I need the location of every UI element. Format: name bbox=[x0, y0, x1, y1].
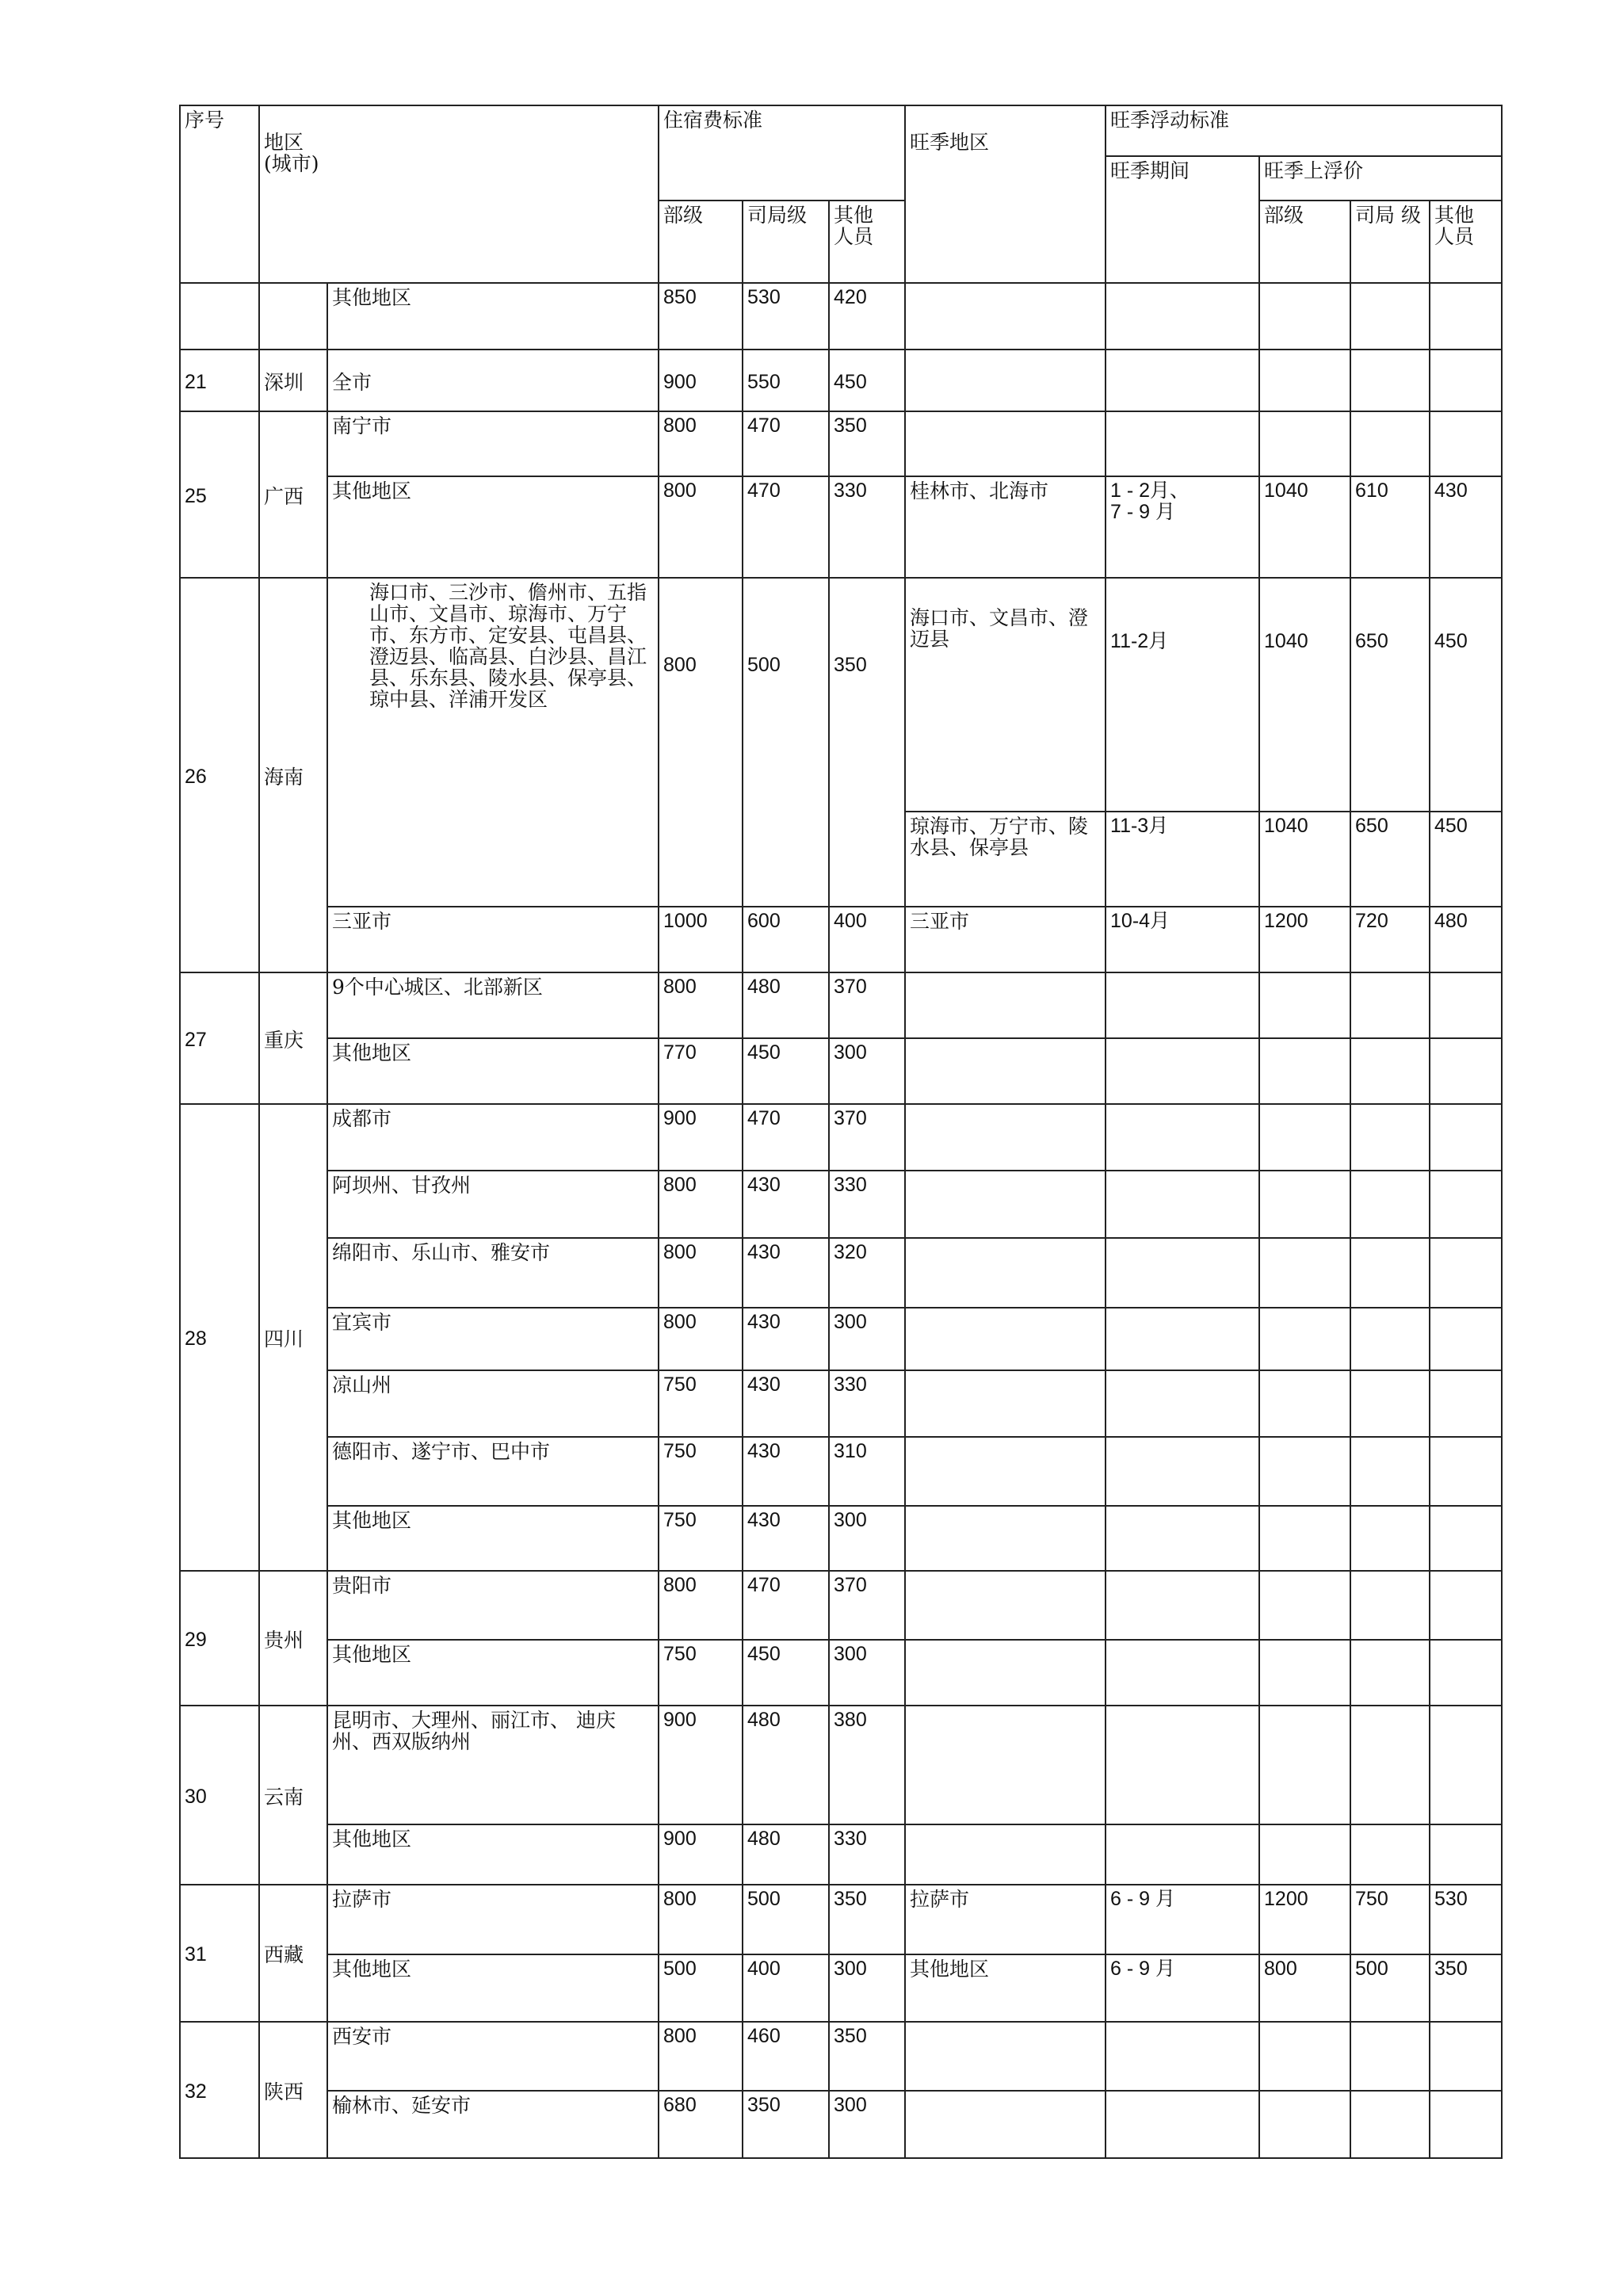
peak-other-cell: 450 bbox=[1430, 812, 1502, 907]
peak-period-line1: 1 - 2月、 bbox=[1110, 479, 1190, 502]
bureau-cell: 430 bbox=[743, 1238, 829, 1308]
area-cell: 绵阳市、乐山市、雅安市 bbox=[327, 1238, 659, 1308]
peak-other-cell bbox=[1430, 1571, 1502, 1640]
peak-region-cell: 三亚市 bbox=[905, 907, 1106, 972]
other-cell: 350 bbox=[829, 411, 905, 476]
peak-other-cell bbox=[1430, 350, 1502, 411]
peak-period-line2: 7 - 9 月 bbox=[1110, 501, 1176, 523]
peak-other-cell bbox=[1430, 1308, 1502, 1370]
peak-bureau-cell bbox=[1350, 1370, 1430, 1437]
bureau-cell: 500 bbox=[743, 1885, 829, 1954]
table-row bbox=[180, 411, 1502, 476]
peak-ministry-cell bbox=[1259, 350, 1350, 411]
province-cell bbox=[259, 283, 327, 350]
peak-region-cell: 其他地区 bbox=[905, 1954, 1106, 2022]
bureau-cell: 400 bbox=[743, 1954, 829, 2022]
table-row bbox=[180, 972, 1502, 1038]
bureau-cell: 600 bbox=[743, 907, 829, 972]
header-row bbox=[180, 105, 1502, 156]
area-cell: 成都市 bbox=[327, 1104, 659, 1171]
seq-cell: 31 bbox=[180, 1885, 259, 2022]
header-col-other-peak bbox=[1430, 201, 1502, 283]
peak-bureau-cell bbox=[1350, 972, 1430, 1038]
area-cell: 全市 bbox=[327, 350, 659, 411]
peak-period-cell bbox=[1106, 2022, 1259, 2091]
area-cell: 宜宾市 bbox=[327, 1308, 659, 1370]
peak-region-cell: 琼海市、万宁市、陵水县、保亭县 bbox=[905, 812, 1106, 907]
peak-ministry-cell bbox=[1259, 1171, 1350, 1238]
header-region bbox=[259, 105, 659, 283]
ministry-cell: 900 bbox=[659, 1104, 743, 1171]
other-cell: 450 bbox=[829, 350, 905, 411]
header-col-other-peak-line1: 其他 bbox=[1434, 204, 1475, 227]
province-cell: 四川 bbox=[259, 1104, 327, 1571]
peak-period-cell bbox=[1106, 476, 1259, 578]
table-row bbox=[180, 1954, 1502, 2022]
table-row bbox=[180, 1308, 1502, 1370]
seq-cell: 25 bbox=[180, 411, 259, 578]
peak-other-cell bbox=[1430, 1437, 1502, 1506]
peak-other-cell bbox=[1430, 1238, 1502, 1308]
bureau-cell: 430 bbox=[743, 1370, 829, 1437]
area-cell: 凉山州 bbox=[327, 1370, 659, 1437]
seq-cell bbox=[180, 283, 259, 350]
header-col-other-peak-line2: 人员 bbox=[1434, 225, 1475, 248]
seq-cell: 29 bbox=[180, 1571, 259, 1706]
peak-bureau-cell bbox=[1350, 1437, 1430, 1506]
area-cell: 海口市、三沙市、儋州市、五指山市、文昌市、琼海市、万宁市、东方市、定安县、屯昌县、澄迈县、临高县、白沙县、昌江县、乐东县、陵水县、保亭县、琼中县、洋浦开发区 bbox=[327, 578, 659, 907]
peak-bureau-cell bbox=[1350, 1308, 1430, 1370]
peak-period-cell: 11-3月 bbox=[1106, 812, 1259, 907]
peak-period-cell bbox=[1106, 411, 1259, 476]
other-cell: 300 bbox=[829, 2091, 905, 2158]
table-row bbox=[180, 1038, 1502, 1104]
ministry-cell: 800 bbox=[659, 1571, 743, 1640]
peak-region-cell bbox=[905, 1104, 1106, 1171]
header-peak-period: 旺季期间 bbox=[1106, 156, 1259, 283]
peak-period-cell bbox=[1106, 1370, 1259, 1437]
peak-bureau-cell bbox=[1350, 1571, 1430, 1640]
area-cell: 榆林市、延安市 bbox=[327, 2091, 659, 2158]
header-col-bureau: 司局级 bbox=[743, 201, 829, 283]
seq-cell: 26 bbox=[180, 578, 259, 972]
header-col-other bbox=[829, 201, 905, 283]
peak-ministry-cell bbox=[1259, 1571, 1350, 1640]
peak-ministry-cell bbox=[1259, 1706, 1350, 1824]
peak-region-cell bbox=[905, 1038, 1106, 1104]
peak-bureau-cell bbox=[1350, 1238, 1430, 1308]
peak-region-cell bbox=[905, 1308, 1106, 1370]
other-cell: 330 bbox=[829, 1824, 905, 1885]
peak-ministry-cell bbox=[1259, 1238, 1350, 1308]
header-region-line1: 地区 bbox=[264, 131, 304, 154]
province-cell: 陕西 bbox=[259, 2022, 327, 2158]
header-col-ministry: 部级 bbox=[659, 201, 743, 283]
peak-other-cell bbox=[1430, 2022, 1502, 2091]
peak-period-cell: 11-2月 bbox=[1106, 578, 1259, 812]
peak-other-cell bbox=[1430, 1824, 1502, 1885]
peak-bureau-cell bbox=[1350, 1171, 1430, 1238]
peak-period-cell bbox=[1106, 1238, 1259, 1308]
table-row bbox=[180, 1885, 1502, 1954]
ministry-cell: 750 bbox=[659, 1437, 743, 1506]
ministry-cell: 800 bbox=[659, 1308, 743, 1370]
peak-period-cell bbox=[1106, 1706, 1259, 1824]
peak-ministry-cell bbox=[1259, 1640, 1350, 1706]
peak-period-cell: 6 - 9 月 bbox=[1106, 1885, 1259, 1954]
ministry-cell: 500 bbox=[659, 1954, 743, 2022]
header-peak-float-standard: 旺季浮动标准 bbox=[1106, 105, 1502, 156]
province-cell: 贵州 bbox=[259, 1571, 327, 1706]
bureau-cell: 500 bbox=[743, 578, 829, 907]
peak-period-cell bbox=[1106, 1640, 1259, 1706]
peak-ministry-cell bbox=[1259, 2091, 1350, 2158]
peak-period-cell bbox=[1106, 283, 1259, 350]
peak-other-cell bbox=[1430, 411, 1502, 476]
area-cell: 其他地区 bbox=[327, 283, 659, 350]
other-cell: 400 bbox=[829, 907, 905, 972]
ministry-cell: 900 bbox=[659, 1824, 743, 1885]
header-col-bureau-peak: 司局 级 bbox=[1350, 201, 1430, 283]
area-cell: 其他地区 bbox=[327, 1824, 659, 1885]
peak-other-cell: 430 bbox=[1430, 476, 1502, 578]
table-row bbox=[180, 1171, 1502, 1238]
header-region-line2: (城市) bbox=[264, 152, 319, 175]
other-cell: 300 bbox=[829, 1038, 905, 1104]
peak-other-cell: 530 bbox=[1430, 1885, 1502, 1954]
other-cell: 350 bbox=[829, 578, 905, 907]
peak-region-cell: 桂林市、北海市 bbox=[905, 476, 1106, 578]
peak-period-cell bbox=[1106, 350, 1259, 411]
peak-period-cell bbox=[1106, 972, 1259, 1038]
bureau-cell: 470 bbox=[743, 411, 829, 476]
peak-bureau-cell: 650 bbox=[1350, 578, 1430, 812]
peak-other-cell bbox=[1430, 972, 1502, 1038]
peak-period-cell bbox=[1106, 1038, 1259, 1104]
bureau-cell: 550 bbox=[743, 350, 829, 411]
header-col-other-line1: 其他 bbox=[834, 204, 874, 227]
peak-region-cell bbox=[905, 1824, 1106, 1885]
area-cell: 南宁市 bbox=[327, 411, 659, 476]
table-row bbox=[180, 476, 1502, 578]
area-cell: 其他地区 bbox=[327, 476, 659, 578]
province-cell: 重庆 bbox=[259, 972, 327, 1104]
peak-period-cell: 10-4月 bbox=[1106, 907, 1259, 972]
ministry-cell: 800 bbox=[659, 1171, 743, 1238]
ministry-cell: 800 bbox=[659, 476, 743, 578]
peak-region-cell bbox=[905, 1171, 1106, 1238]
peak-region-cell bbox=[905, 1506, 1106, 1571]
header-peak-surcharge: 旺季上浮价 bbox=[1259, 156, 1502, 201]
other-cell: 370 bbox=[829, 1104, 905, 1171]
header-col-ministry-peak: 部级 bbox=[1259, 201, 1350, 283]
peak-bureau-cell bbox=[1350, 350, 1430, 411]
area-cell: 德阳市、遂宁市、巴中市 bbox=[327, 1437, 659, 1506]
peak-bureau-cell bbox=[1350, 1038, 1430, 1104]
peak-ministry-cell: 1040 bbox=[1259, 578, 1350, 812]
peak-other-cell: 480 bbox=[1430, 907, 1502, 972]
other-cell: 320 bbox=[829, 1238, 905, 1308]
peak-region-cell bbox=[905, 1640, 1106, 1706]
peak-region-cell bbox=[905, 1437, 1106, 1506]
peak-other-cell bbox=[1430, 1104, 1502, 1171]
peak-other-cell: 450 bbox=[1430, 578, 1502, 812]
peak-ministry-cell: 1040 bbox=[1259, 476, 1350, 578]
bureau-cell: 430 bbox=[743, 1171, 829, 1238]
bureau-cell: 470 bbox=[743, 476, 829, 578]
seq-cell: 21 bbox=[180, 350, 259, 411]
peak-ministry-cell: 1200 bbox=[1259, 907, 1350, 972]
peak-region-cell: 拉萨市 bbox=[905, 1885, 1106, 1954]
bureau-cell: 350 bbox=[743, 2091, 829, 2158]
other-cell: 300 bbox=[829, 1954, 905, 2022]
area-cell: 其他地区 bbox=[327, 1506, 659, 1571]
province-cell: 西藏 bbox=[259, 1885, 327, 2022]
seq-cell: 28 bbox=[180, 1104, 259, 1571]
peak-bureau-cell: 500 bbox=[1350, 1954, 1430, 2022]
peak-bureau-cell bbox=[1350, 1824, 1430, 1885]
table-row bbox=[180, 1571, 1502, 1640]
peak-period-cell bbox=[1106, 1506, 1259, 1571]
peak-other-cell bbox=[1430, 283, 1502, 350]
peak-bureau-cell bbox=[1350, 1104, 1430, 1171]
peak-other-cell bbox=[1430, 2091, 1502, 2158]
area-cell: 西安市 bbox=[327, 2022, 659, 2091]
other-cell: 350 bbox=[829, 1885, 905, 1954]
province-cell: 海南 bbox=[259, 578, 327, 972]
province-cell: 深圳 bbox=[259, 350, 327, 411]
peak-period-cell: 6 - 9 月 bbox=[1106, 1954, 1259, 2022]
peak-region-cell bbox=[905, 2022, 1106, 2091]
peak-ministry-cell bbox=[1259, 411, 1350, 476]
ministry-cell: 800 bbox=[659, 1885, 743, 1954]
peak-region-cell: 海口市、文昌市、澄迈县 bbox=[905, 578, 1106, 812]
peak-bureau-cell bbox=[1350, 1640, 1430, 1706]
peak-period-cell bbox=[1106, 1571, 1259, 1640]
peak-bureau-cell bbox=[1350, 1506, 1430, 1571]
peak-ministry-cell: 800 bbox=[1259, 1954, 1350, 2022]
bureau-cell: 470 bbox=[743, 1104, 829, 1171]
table-row bbox=[180, 1370, 1502, 1437]
peak-period-cell bbox=[1106, 1104, 1259, 1171]
other-cell: 330 bbox=[829, 1171, 905, 1238]
bureau-cell: 480 bbox=[743, 972, 829, 1038]
table-row bbox=[180, 578, 1502, 812]
peak-ministry-cell bbox=[1259, 1824, 1350, 1885]
province-cell: 云南 bbox=[259, 1706, 327, 1885]
bureau-cell: 480 bbox=[743, 1824, 829, 1885]
peak-period-cell bbox=[1106, 2091, 1259, 2158]
peak-region-cell bbox=[905, 411, 1106, 476]
peak-other-cell bbox=[1430, 1370, 1502, 1437]
seq-cell: 32 bbox=[180, 2022, 259, 2158]
peak-region-cell bbox=[905, 350, 1106, 411]
ministry-cell: 800 bbox=[659, 972, 743, 1038]
ministry-cell: 900 bbox=[659, 350, 743, 411]
ministry-cell: 1000 bbox=[659, 907, 743, 972]
header-col-other-line2: 人员 bbox=[834, 225, 874, 248]
ministry-cell: 750 bbox=[659, 1640, 743, 1706]
other-cell: 350 bbox=[829, 2022, 905, 2091]
peak-bureau-cell: 610 bbox=[1350, 476, 1430, 578]
ministry-cell: 680 bbox=[659, 2091, 743, 2158]
peak-region-cell bbox=[905, 1238, 1106, 1308]
peak-ministry-cell bbox=[1259, 1308, 1350, 1370]
ministry-cell: 750 bbox=[659, 1506, 743, 1571]
bureau-cell: 460 bbox=[743, 2022, 829, 2091]
peak-bureau-cell bbox=[1350, 2091, 1430, 2158]
ministry-cell: 750 bbox=[659, 1370, 743, 1437]
peak-period-cell bbox=[1106, 1437, 1259, 1506]
peak-region-cell bbox=[905, 1571, 1106, 1640]
other-cell: 330 bbox=[829, 476, 905, 578]
table-row bbox=[180, 1640, 1502, 1706]
peak-other-cell bbox=[1430, 1640, 1502, 1706]
bureau-cell: 430 bbox=[743, 1506, 829, 1571]
peak-ministry-cell: 1200 bbox=[1259, 1885, 1350, 1954]
area-cell: 其他地区 bbox=[327, 1038, 659, 1104]
area-cell: 三亚市 bbox=[327, 907, 659, 972]
area-cell: 拉萨市 bbox=[327, 1885, 659, 1954]
peak-other-cell bbox=[1430, 1506, 1502, 1571]
peak-bureau-cell: 650 bbox=[1350, 812, 1430, 907]
area-cell: 昆明市、大理州、丽江市、 迪庆州、西双版纳州 bbox=[327, 1706, 659, 1824]
peak-region-cell bbox=[905, 1706, 1106, 1824]
bureau-cell: 450 bbox=[743, 1640, 829, 1706]
peak-region-cell bbox=[905, 972, 1106, 1038]
ministry-cell: 850 bbox=[659, 283, 743, 350]
bureau-cell: 430 bbox=[743, 1437, 829, 1506]
table-row bbox=[180, 1824, 1502, 1885]
header-peak-region: 旺季地区 bbox=[905, 105, 1106, 283]
other-cell: 370 bbox=[829, 972, 905, 1038]
peak-period-cell bbox=[1106, 1308, 1259, 1370]
table-row bbox=[180, 2022, 1502, 2091]
other-cell: 420 bbox=[829, 283, 905, 350]
peak-bureau-cell bbox=[1350, 411, 1430, 476]
other-cell: 300 bbox=[829, 1640, 905, 1706]
peak-region-cell bbox=[905, 283, 1106, 350]
header-seq: 序号 bbox=[180, 105, 259, 283]
peak-other-cell bbox=[1430, 1171, 1502, 1238]
peak-other-cell bbox=[1430, 1038, 1502, 1104]
table-row bbox=[180, 1238, 1502, 1308]
table-row bbox=[180, 1506, 1502, 1571]
peak-ministry-cell bbox=[1259, 1370, 1350, 1437]
other-cell: 300 bbox=[829, 1506, 905, 1571]
table-row bbox=[180, 2091, 1502, 2158]
peak-bureau-cell bbox=[1350, 2022, 1430, 2091]
peak-ministry-cell bbox=[1259, 1038, 1350, 1104]
peak-ministry-cell bbox=[1259, 283, 1350, 350]
table-row bbox=[180, 350, 1502, 411]
ministry-cell: 800 bbox=[659, 2022, 743, 2091]
peak-ministry-cell bbox=[1259, 1506, 1350, 1571]
peak-bureau-cell bbox=[1350, 283, 1430, 350]
other-cell: 380 bbox=[829, 1706, 905, 1824]
seq-cell: 30 bbox=[180, 1706, 259, 1885]
peak-region-cell bbox=[905, 2091, 1106, 2158]
ministry-cell: 800 bbox=[659, 1238, 743, 1308]
seq-cell: 27 bbox=[180, 972, 259, 1104]
peak-period-cell bbox=[1106, 1171, 1259, 1238]
peak-ministry-cell bbox=[1259, 2022, 1350, 2091]
other-cell: 330 bbox=[829, 1370, 905, 1437]
peak-ministry-cell bbox=[1259, 972, 1350, 1038]
area-cell: 贵阳市 bbox=[327, 1571, 659, 1640]
province-cell: 广西 bbox=[259, 411, 327, 578]
ministry-cell: 800 bbox=[659, 411, 743, 476]
other-cell: 300 bbox=[829, 1308, 905, 1370]
other-cell: 370 bbox=[829, 1571, 905, 1640]
peak-bureau-cell bbox=[1350, 1706, 1430, 1824]
table-row bbox=[180, 283, 1502, 350]
table-row bbox=[180, 1437, 1502, 1506]
peak-region-cell bbox=[905, 1370, 1106, 1437]
peak-bureau-cell: 750 bbox=[1350, 1885, 1430, 1954]
area-cell: 其他地区 bbox=[327, 1640, 659, 1706]
table-row bbox=[180, 1706, 1502, 1824]
ministry-cell: 900 bbox=[659, 1706, 743, 1824]
peak-ministry-cell bbox=[1259, 1104, 1350, 1171]
header-lodging-standard: 住宿费标准 bbox=[659, 105, 905, 201]
peak-ministry-cell: 1040 bbox=[1259, 812, 1350, 907]
bureau-cell: 480 bbox=[743, 1706, 829, 1824]
table-row bbox=[180, 1104, 1502, 1171]
area-cell: 阿坝州、甘孜州 bbox=[327, 1171, 659, 1238]
peak-period-cell bbox=[1106, 1824, 1259, 1885]
table-row bbox=[180, 907, 1502, 972]
peak-ministry-cell bbox=[1259, 1437, 1350, 1506]
ministry-cell: 770 bbox=[659, 1038, 743, 1104]
bureau-cell: 430 bbox=[743, 1308, 829, 1370]
bureau-cell: 530 bbox=[743, 283, 829, 350]
ministry-cell: 800 bbox=[659, 578, 743, 907]
peak-other-cell bbox=[1430, 1706, 1502, 1824]
bureau-cell: 450 bbox=[743, 1038, 829, 1104]
peak-bureau-cell: 720 bbox=[1350, 907, 1430, 972]
other-cell: 310 bbox=[829, 1437, 905, 1506]
bureau-cell: 470 bbox=[743, 1571, 829, 1640]
peak-other-cell: 350 bbox=[1430, 1954, 1502, 2022]
area-cell: 9个中心城区、北部新区 bbox=[327, 972, 659, 1038]
area-cell: 其他地区 bbox=[327, 1954, 659, 2022]
lodging-standards-table bbox=[179, 105, 1503, 2159]
